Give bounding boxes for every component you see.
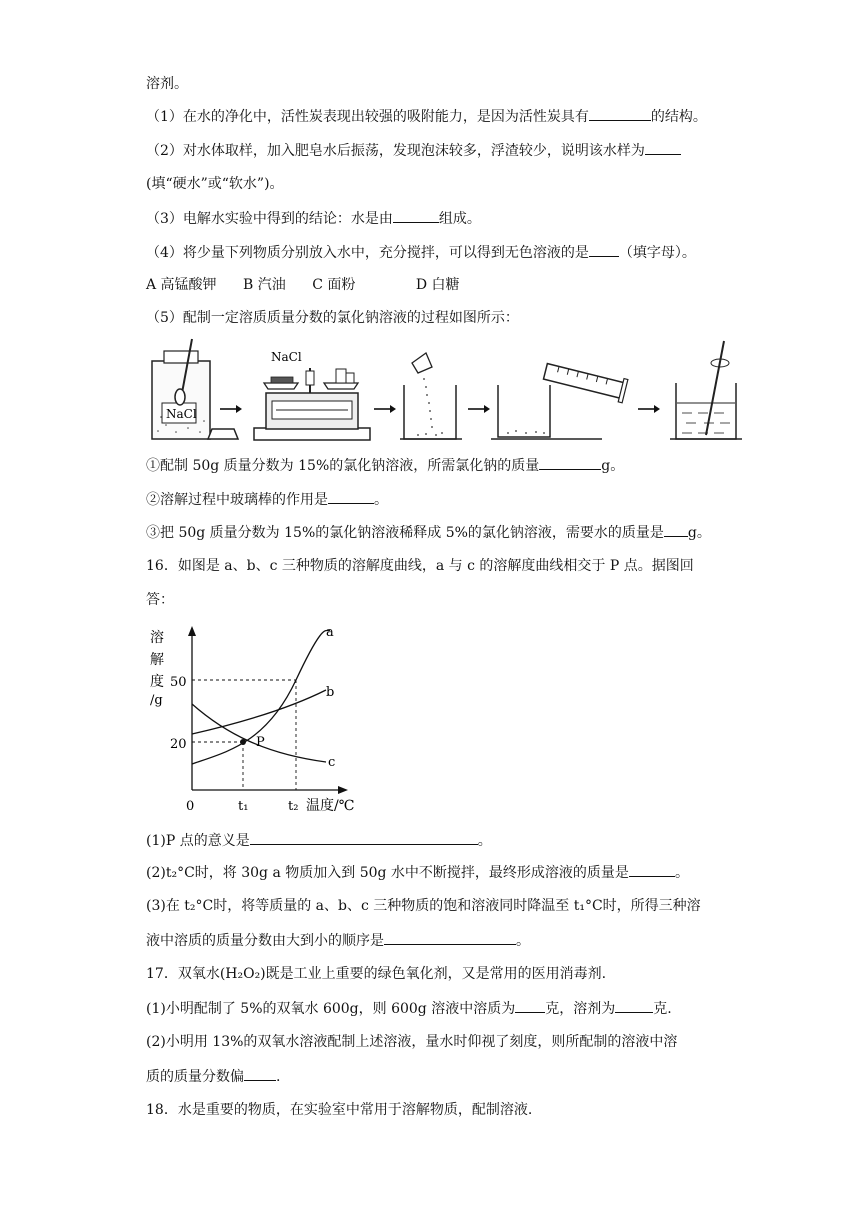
question-5-4: （4）将少量下列物质分别放入水中，充分搅拌，可以得到无色溶液的是 （填字母）。 — [146, 242, 696, 263]
y-axis-label-char: 溶 — [150, 630, 164, 646]
question-5-5-2: ②溶解过程中玻璃棒的作用是 。 — [146, 489, 388, 510]
question-5-3: （3）电解水实验中得到的结论：水是由 组成。 — [146, 208, 481, 229]
beaker-stirring-icon — [670, 341, 742, 439]
question-16-stem: 16．如图是 a、b、c 三种物质的溶解度曲线，a 与 c 的溶解度曲线相交于 P 点。据图回 — [146, 558, 694, 574]
answer-blank[interactable] — [645, 140, 681, 155]
answer-blank[interactable] — [328, 489, 374, 504]
x-tick-0: 0 — [186, 799, 195, 814]
balance-label: NaCl — [271, 350, 302, 364]
option-a: A 高锰酸钾 — [146, 277, 217, 293]
arrow-right-icon — [468, 405, 490, 413]
answer-blank[interactable] — [393, 208, 439, 223]
option-b: B 汽油 — [243, 277, 286, 293]
series-label-b: b — [326, 685, 335, 700]
answer-blank[interactable] — [515, 998, 545, 1013]
question-5-5-3: ③把 50g 质量分数为 15%的氯化钠溶液稀释成 5%的氯化钠溶液，需要水的质量是 g。 — [146, 522, 711, 543]
answer-blank[interactable] — [384, 930, 516, 945]
question-16-1: (1)P 点的意义是 。 — [146, 830, 492, 851]
question-16-2: (2)t₂°C时，将 30g a 物质加入到 50g 水中不断搅拌，最终形成溶液的质量是 。 — [146, 862, 689, 883]
series-label-c: c — [328, 755, 336, 770]
option-d: D 白糖 — [415, 277, 460, 293]
answer-blank[interactable] — [244, 1066, 276, 1081]
answer-blank[interactable] — [615, 998, 653, 1013]
y-axis-arrow-icon — [188, 626, 196, 636]
question-5-2-hint: (填“硬水”或“软水”)。 — [146, 176, 284, 192]
question-5-5-1: ①配制 50g 质量分数为 15%的氯化钠溶液，所需氯化钠的质量 g。 — [146, 455, 624, 476]
solubility-curve-chart — [146, 624, 366, 816]
question-17-2: (2)小明用 13%的双氧水溶液配制上述溶液，量水时仰视了刻度，则所配制的溶液中溶 — [146, 1034, 678, 1050]
question-18-stem: 18．水是重要的物质，在实验室中常用于溶解物质，配制溶液. — [146, 1102, 533, 1118]
answer-blank[interactable] — [629, 862, 675, 877]
arrow-right-icon — [374, 405, 396, 413]
x-tick-t1: t₁ — [238, 799, 249, 814]
question-17-stem: 17．双氧水(H₂O₂)既是工业上重要的绿色氧化剂，又是常用的医用消毒剂. — [146, 966, 607, 982]
answer-blank[interactable] — [589, 106, 651, 121]
answer-blank[interactable] — [589, 242, 619, 257]
question-16-stem-cont: 答： — [146, 592, 174, 608]
question-5-1: （1）在水的净化中，活性炭表现出较强的吸附能力，是因为活性炭具有 的结构。 — [146, 106, 707, 127]
answer-blank[interactable] — [539, 455, 601, 470]
answer-blank[interactable] — [250, 830, 478, 845]
x-tick-t2: t₂ — [288, 799, 299, 814]
x-axis-arrow-icon — [338, 786, 348, 794]
options-row — [146, 275, 482, 295]
question-16-3: (3)在 t₂°C时，将等质量的 a、b、c 三种物质的饱和溶液同时降温至 t₁°C时，所得三种溶 — [146, 898, 701, 914]
answer-blank[interactable] — [664, 522, 688, 537]
reagent-bottle-icon — [152, 339, 210, 439]
question-17-1: (1)小明配制了 5%的双氧水 600g，则 600g 溶液中溶质为 克，溶剂为 克. — [146, 998, 672, 1019]
bottle-label: NaCl — [166, 407, 197, 421]
y-tick-20: 20 — [170, 737, 187, 752]
question-16-3-cont: 液中溶质的质量分数由大到小的顺序是 。 — [146, 930, 530, 951]
point-p — [240, 739, 246, 745]
question-5-5: （5）配制一定溶质质量分数的氯化钠溶液的过程如图所示： — [146, 310, 519, 326]
cylinder-pouring-icon — [491, 360, 628, 439]
balance-scale-icon — [254, 350, 370, 440]
nacl-preparation-figure — [146, 333, 756, 448]
point-label-p: P — [256, 735, 265, 750]
arrow-right-icon — [220, 405, 242, 413]
x-axis-label: 温度/℃ — [306, 798, 355, 814]
bottle-stopper-icon — [208, 429, 238, 439]
question-5-2: （2）对水体取样，加入肥皂水后振荡，发现泡沫较多，浮渣较少，说明该水样为 — [146, 140, 681, 161]
series-label-a: a — [326, 625, 334, 640]
y-axis-label-char: /g — [150, 693, 163, 708]
arrow-right-icon — [638, 405, 660, 413]
y-tick-50: 50 — [170, 675, 187, 690]
option-c: C 面粉 — [312, 277, 356, 293]
y-axis-label-char: 解 — [150, 652, 164, 668]
beaker-pouring-icon — [400, 353, 462, 439]
text-line-solvent: 溶剂。 — [146, 76, 188, 92]
question-17-2-cont: 质的质量分数偏 . — [146, 1066, 280, 1087]
y-axis-label-char: 度 — [150, 674, 164, 690]
curve-b — [192, 690, 326, 734]
curve-c — [192, 704, 326, 762]
